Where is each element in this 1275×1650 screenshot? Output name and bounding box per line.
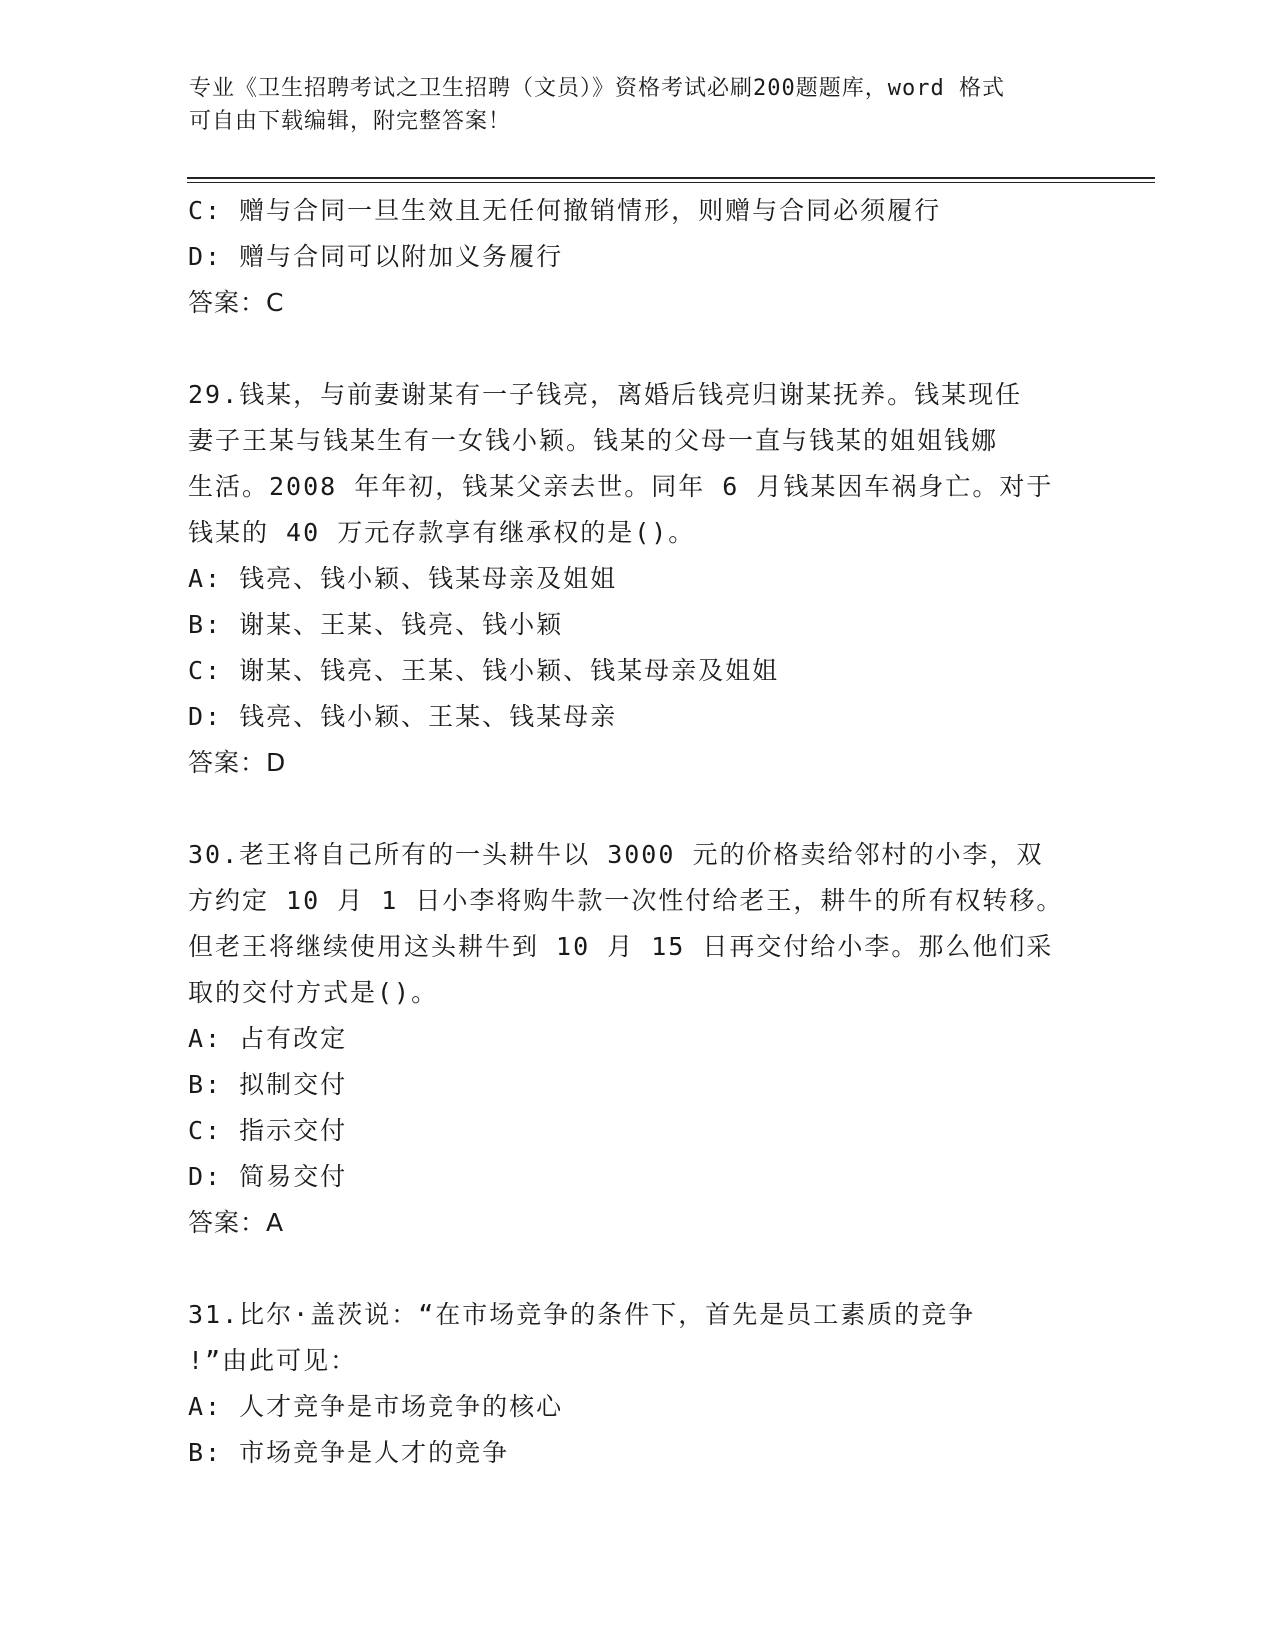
spacer <box>188 326 1088 372</box>
question-stem-line: 30.老王将自己所有的一头耕牛以 3000 元的价格卖给邻村的小李，双 <box>188 840 1044 869</box>
option-c: C: 指示交付 <box>188 1116 348 1145</box>
spacer <box>188 786 1088 832</box>
option-c: C: 谢某、钱亮、王某、钱小颖、钱某母亲及姐姐 <box>188 656 780 685</box>
spacer <box>188 1246 1088 1292</box>
question-31 <box>188 1292 1088 1476</box>
question-29 <box>188 372 1088 786</box>
option-d: D: 钱亮、钱小颖、王某、钱某母亲 <box>188 702 618 731</box>
answer-line: 答案：C <box>188 288 285 317</box>
header-line: 专业《卫生招聘考试之卫生招聘（文员）》资格考试必刷200题题库，word 格式 <box>189 76 1005 101</box>
question-stem-line: 但老王将继续使用这头耕牛到 10 月 15 日再交付给小李。那么他们采 <box>188 932 1054 961</box>
option-b: B: 拟制交付 <box>188 1070 348 1099</box>
question-30 <box>188 832 1088 1246</box>
question-stem-line: 取的交付方式是()。 <box>188 978 439 1007</box>
answer-line: 答案：A <box>188 1208 285 1237</box>
question-stem-line: !”由此可见： <box>188 1346 358 1375</box>
question-stem-line: 妻子王某与钱某生有一女钱小颖。钱某的父母一直与钱某的姐姐钱娜 <box>188 426 999 455</box>
page-header <box>189 72 1089 138</box>
question-stem-line: 钱某的 40 万元存款享有继承权的是()。 <box>188 518 696 547</box>
option-a: A: 占有改定 <box>188 1024 348 1053</box>
header-line: 可自由下载编辑，附完整答案！ <box>189 109 512 134</box>
option-c: C: 赠与合同一旦生效且无任何撤销情形，则赠与合同必须履行 <box>188 196 942 225</box>
question-stem-line: 29.钱某，与前妻谢某有一子钱亮，离婚后钱亮归谢某抚养。钱某现任 <box>188 380 1023 409</box>
option-a: A: 人才竞争是市场竞争的核心 <box>188 1392 564 1421</box>
question-stem-line: 31.比尔·盖茨说：“在市场竞争的条件下，首先是员工素质的竞争 <box>188 1300 976 1329</box>
option-d: D: 简易交付 <box>188 1162 348 1191</box>
header-divider <box>187 177 1155 183</box>
option-b: B: 谢某、王某、钱亮、钱小颖 <box>188 610 564 639</box>
option-a: A: 钱亮、钱小颖、钱某母亲及姐姐 <box>188 564 618 593</box>
question-stem-line: 方约定 10 月 1 日小李将购牛款一次性付给老王，耕牛的所有权转移。 <box>188 886 1064 915</box>
answer-line: 答案：D <box>188 748 287 777</box>
document-body <box>188 188 1088 1476</box>
option-b: B: 市场竞争是人才的竞争 <box>188 1438 510 1467</box>
question-stem-line: 生活。2008 年年初，钱某父亲去世。同年 6 月钱某因车祸身亡。对于 <box>188 472 1054 501</box>
option-d: D: 赠与合同可以附加义务履行 <box>188 242 564 271</box>
